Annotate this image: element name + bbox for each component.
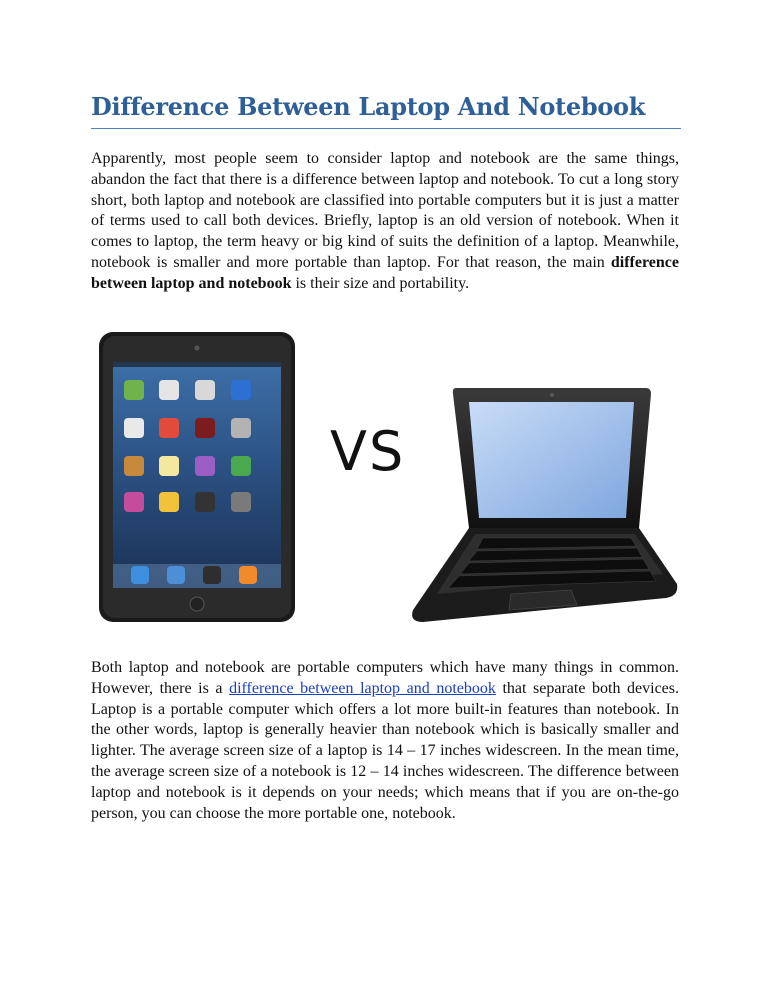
page-title: Difference Between Laptop And Notebook: [91, 92, 646, 121]
vs-label: VS: [330, 420, 406, 483]
tablet-image: [99, 332, 295, 622]
body-text-start: Both laptop and notebook are portable computers which have many things in common. However, there is a: [91, 659, 679, 697]
body-paragraph: [91, 658, 679, 824]
intro-text-start: Apparently, most people seem to consider laptop and notebook are the same things, abandon the fact that there is a difference between laptop and notebook. To cut a long story short, both laptop and notebook are classified into portable computers but it is just a matter of terms used to call both devices. Briefly, laptop is an old version of notebook. When it comes to laptop, the term heavy or big kind of suits the definition of a laptop. Meanwhile, notebook is smaller and more portable than laptop. For that reason, the main: [91, 150, 679, 271]
title-divider: [91, 128, 681, 129]
body-text-end: that separate both devices. Laptop is a portable computer which offers a lot more built-in features than notebook. In the other words, laptop is generally heavier than notebook which is basically smaller and lighter. The average screen size of a laptop is 14 – 17 inches widescreen. In the mean time, the average screen size of a notebook is 12 – 14 inches widescreen. The difference between laptop and notebook is it depends on your needs; which means that if you are on-the-go person, you can choose the more portable one, notebook.: [91, 679, 680, 822]
intro-text-end: is their size and portability.: [291, 274, 470, 292]
netbook-laptop-image: [412, 388, 677, 622]
difference-link[interactable]: difference between laptop and notebook: [229, 679, 496, 697]
intro-paragraph: [91, 149, 679, 295]
intro-bold-phrase: difference between laptop and notebook: [91, 253, 679, 292]
